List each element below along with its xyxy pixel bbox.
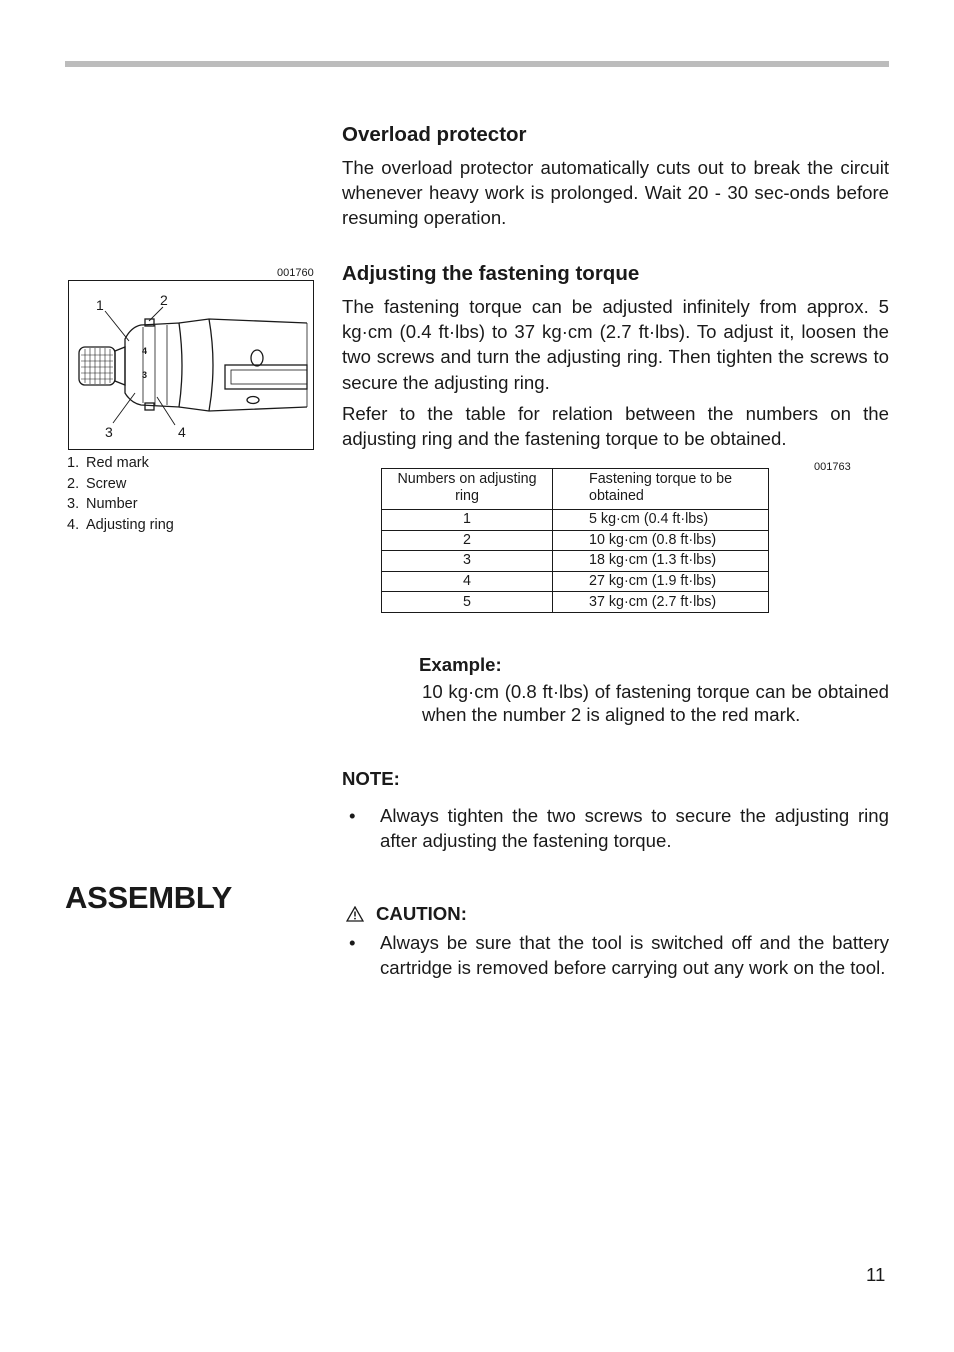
warning-icon — [346, 906, 364, 922]
overload-body: The overload protector automatically cuts out to break the circuit whenever heavy work is prolonged. Wait 20 - 30 sec-onds before resuming operation. — [342, 157, 889, 229]
example-label: Example: — [419, 654, 502, 675]
legend-label: Screw — [86, 475, 127, 492]
table-row — [382, 510, 769, 531]
torque-heading: Adjusting the fastening torque — [342, 262, 640, 285]
caution-label: CAUTION: — [376, 903, 467, 924]
ring-number: 3 — [382, 551, 553, 572]
legend-item — [67, 494, 174, 515]
leader-2 — [149, 307, 163, 321]
leader-1 — [105, 311, 129, 341]
example-text: 10 kg·cm (0.8 ft·lbs) of fastening torque can be obtained when the number 2 is aligned to the red mark. — [422, 681, 889, 725]
note-bullet: • — [349, 805, 356, 826]
tool-illustration — [68, 280, 314, 450]
table-code: 001763 — [814, 461, 851, 473]
callout-1: 1 — [96, 297, 104, 313]
legend-label: Red mark — [86, 455, 149, 471]
body-slot — [225, 365, 307, 389]
header-torque: Fastening torque to be obtained — [553, 469, 769, 510]
callout-2: 2 — [160, 292, 168, 308]
screw-bottom — [145, 403, 154, 410]
table-row — [382, 530, 769, 551]
torque-value: 27 kg·cm (1.9 ft·lbs) — [553, 571, 769, 592]
collar — [115, 347, 125, 385]
legend-num: 2. — [67, 475, 80, 492]
legend-item — [67, 515, 174, 536]
ring-digit-4: 4 — [142, 346, 148, 356]
legend-label: Adjusting ring — [86, 516, 174, 533]
legend-num: 3. — [67, 496, 80, 512]
legend-label: Number — [86, 496, 138, 512]
legend-item — [67, 453, 174, 474]
header-rule — [65, 61, 889, 67]
leader-4 — [157, 397, 175, 425]
caution-bullet: • — [349, 932, 356, 953]
page-number: 11 — [866, 1264, 886, 1285]
legend-num: 4. — [67, 516, 80, 533]
caution-text: Always be sure that the tool is switched off and the battery cartridge is removed before carrying out any work on the tool. — [380, 932, 889, 979]
table-header-row — [382, 469, 769, 510]
header-numbers: Numbers on adjusting ring — [382, 469, 553, 510]
table-row — [382, 571, 769, 592]
torque-value: 18 kg·cm (1.3 ft·lbs) — [553, 551, 769, 572]
torque-value: 37 kg·cm (2.7 ft·lbs) — [553, 592, 769, 613]
assembly-heading: ASSEMBLY — [65, 880, 232, 915]
ring-number: 5 — [382, 592, 553, 613]
table-row — [382, 551, 769, 572]
legend-num: 1. — [67, 455, 80, 471]
driver-drawing — [69, 281, 313, 449]
torque-value: 5 kg·cm (0.4 ft·lbs) — [553, 510, 769, 531]
ring-number: 4 — [382, 571, 553, 592]
torque-table — [381, 468, 769, 613]
body-screw — [251, 350, 263, 366]
figure-code: 001760 — [277, 267, 314, 279]
ring-digit-3: 3 — [142, 370, 148, 380]
table-row — [382, 592, 769, 613]
torque-body-1: The fastening torque can be adjusted infinitely from approx. 5 kg·cm (0.4 ft·lbs) to 37 kg·cm (2.7 ft·lbs). To adjust it, loosen the two screws and turn the adjusting ring. Then tighten the screws to secure the adjusting ring. — [342, 296, 889, 393]
legend-item — [67, 474, 174, 495]
callout-3: 3 — [105, 424, 113, 440]
leader-3 — [113, 393, 135, 423]
caution-header — [346, 903, 467, 925]
overload-heading: Overload protector — [342, 123, 527, 146]
ring-number: 2 — [382, 530, 553, 551]
note-label: NOTE: — [342, 768, 400, 789]
torque-body-2: Refer to the table for relation between the numbers on the adjusting ring and the fastening torque to be obtained. — [342, 403, 889, 450]
ring-number: 1 — [382, 510, 553, 531]
callout-4: 4 — [178, 424, 186, 440]
note-text: Always tighten the two screws to secure the adjusting ring after adjusting the fastening torque. — [380, 805, 889, 852]
torque-value: 10 kg·cm (0.8 ft·lbs) — [553, 530, 769, 551]
figure-legend — [67, 453, 174, 535]
